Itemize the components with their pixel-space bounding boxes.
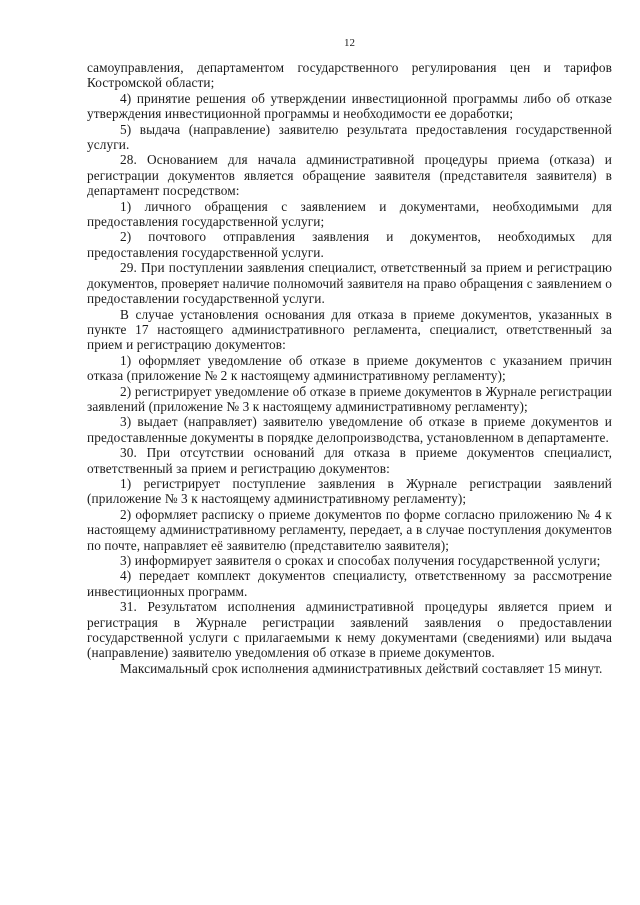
paragraph: 29. При поступлении заявления специалист, ответственный за прием и регистрацию документов, проверяет наличие полномочий заявителя на право обращения с заявлением о предоставлении государственной услуги.: [87, 260, 612, 307]
paragraph: 2) регистрирует уведомление об отказе в приеме документов в Журнале регистрации заявлений (приложение № 3 к настоящему административному регламенту);: [87, 383, 612, 414]
paragraph: 28. Основанием для начала административной процедуры приема (отказа) и регистрации документов является обращение заявителя (представителя заявителя) в департамент посредством:: [87, 152, 612, 199]
paragraph: 31. Результатом исполнения административной процедуры является прием и регистрация в Журнале регистрации заявлений заявления о предоставлении государственной услуги с прилагаемыми к нему документами (сведениями) или выдача (направление) заявителю уведомления об отказе в приеме документов.: [87, 599, 612, 661]
paragraph: 4) принятие решения об утверждении инвестиционной программы либо об отказе утверждения инвестиционной программы и необходимости ее доработки;: [87, 90, 612, 122]
paragraph: самоуправления, департаментом государственного регулирования цен и тарифов Костромской области;: [87, 60, 612, 91]
paragraph: 2) почтового отправления заявления и документов, необходимых для предоставления государственной услуги.: [87, 229, 612, 260]
page-number: 12: [344, 37, 355, 49]
paragraph: 5) выдача (направление) заявителю результата предоставления государственной услуги.: [87, 121, 612, 153]
paragraph: 2) оформляет расписку о приеме документов по форме согласно приложению № 4 к настоящему административному регламенту, передает, а в случае поступления документов по почте, направляет её заявителю (представителю заявителя);: [87, 506, 612, 553]
paragraph: 3) информирует заявителя о сроках и способах получения государственной услуги;: [120, 553, 601, 568]
paragraph: 30. При отсутствии оснований для отказа в приеме документов специалист, ответственный за прием и регистрацию документов:: [87, 445, 612, 476]
paragraph: 1) личного обращения с заявлением и документами, необходимыми для предоставления государственной услуги;: [87, 198, 612, 230]
paragraph: 4) передает комплект документов специалисту, ответственному за рассмотрение инвестиционных программ.: [87, 568, 612, 599]
paragraph: 1) регистрирует поступление заявления в Журнале регистрации заявлений (приложение № 3 к настоящему административному регламенту);: [87, 475, 612, 507]
document-body: [87, 60, 612, 676]
paragraph: 1) оформляет уведомление об отказе в приеме документов с указанием причин отказа (приложение № 2 к настоящему административному регламенту);: [87, 352, 612, 384]
paragraph: Максимальный срок исполнения административных действий составляет 15 минут.: [120, 660, 603, 676]
paragraph: В случае установления основания для отказа в приеме документов, указанных в пункте 17 настоящего административного регламента, специалист, ответственный за прием и регистрацию документов:: [87, 306, 612, 353]
paragraph: 3) выдает (направляет) заявителю уведомление об отказе в приеме документов и предоставленные документы в порядке делопроизводства, установленном в департаменте.: [87, 414, 612, 445]
